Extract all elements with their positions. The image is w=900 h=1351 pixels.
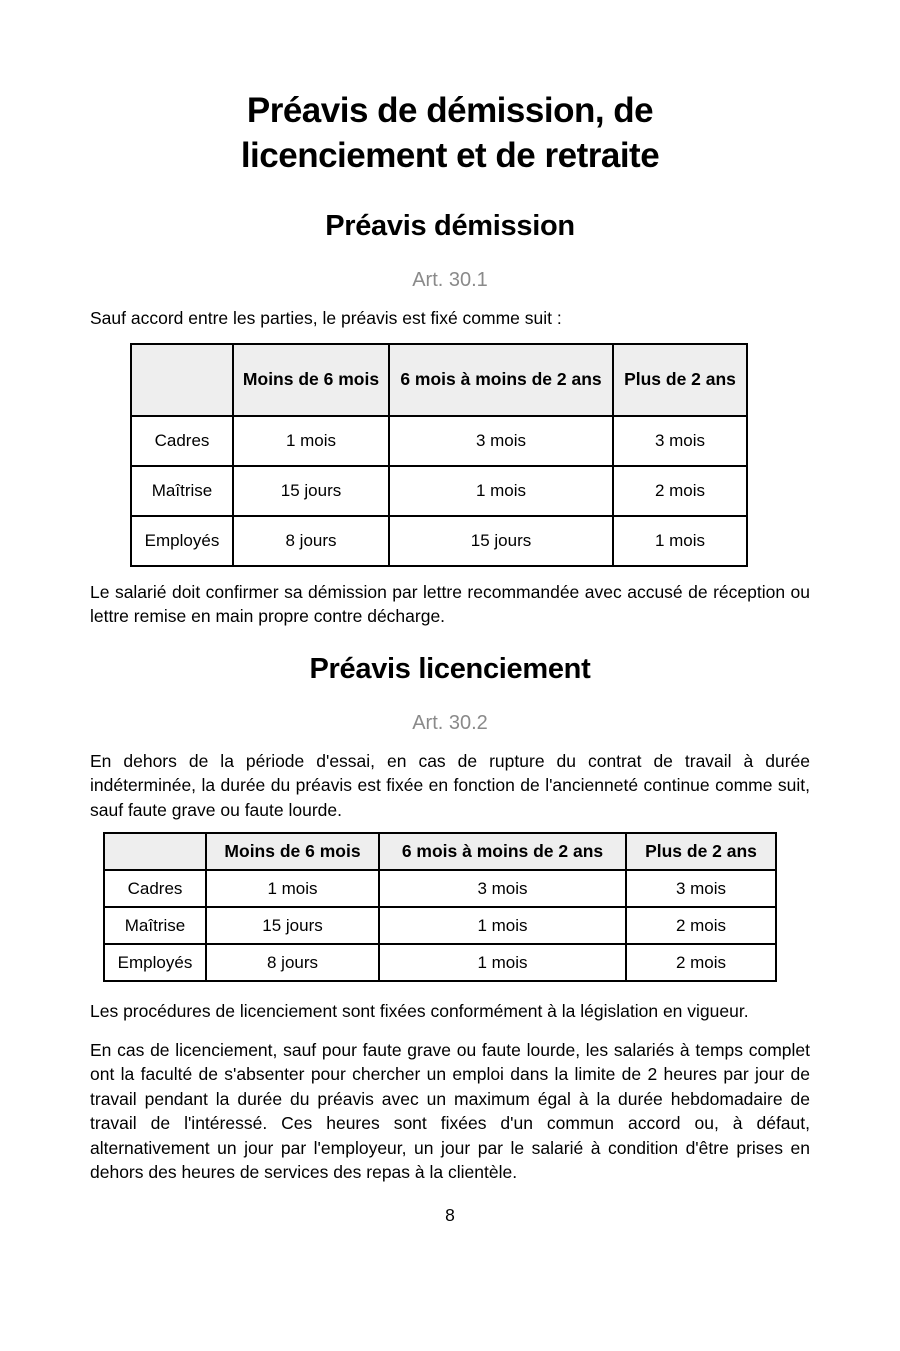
page-title-line1: Préavis de démission, de xyxy=(246,91,654,130)
page-title-line2: licenciement et de retraite xyxy=(240,136,660,175)
section-heading-demission: Préavis démission xyxy=(325,210,575,242)
table-cell: 3 mois xyxy=(389,416,613,466)
table-cell: 1 mois xyxy=(233,416,389,466)
table-cell: 1 mois xyxy=(206,870,379,907)
table-cell: 8 jours xyxy=(206,944,379,981)
table-cell: 2 mois xyxy=(613,466,747,516)
table-header-empty xyxy=(104,833,206,870)
table-cell: 2 mois xyxy=(626,944,776,981)
intro-paragraph-demission: Sauf accord entre les parties, le préavis est fixé comme suit : xyxy=(90,308,562,328)
article-ref-30-1: Art. 30.1 xyxy=(412,269,488,291)
table-header-moins-6-mois: Moins de 6 mois xyxy=(233,344,389,416)
table-cell: 1 mois xyxy=(613,516,747,566)
article-ref-30-2: Art. 30.2 xyxy=(412,711,488,734)
table-cell: 15 jours xyxy=(233,466,389,516)
row-label-cadres: Cadres xyxy=(104,870,206,907)
page-title xyxy=(90,88,810,178)
table-cell: 3 mois xyxy=(613,416,747,466)
table-header-plus-2-ans: Plus de 2 ans xyxy=(613,344,747,416)
table-row xyxy=(131,516,747,566)
table-header-row xyxy=(104,833,776,870)
table-row xyxy=(104,944,776,981)
job-search-hours-paragraph: En cas de licenciement, sauf pour faute grave ou faute lourde, les salariés à temps complet ont la faculté de s'absenter pour chercher un emploi dans la limite de 2 heures par jour de travail pendant la durée du préavis avec un maximum égal à la durée hebdomadaire de travail de l'intéressé. Ces heures sont fixées d'un commun accord ou, à défaut, alternativement un jour par l'employeur, un jour par le salarié à condition d'être prises en dehors des heures de services des repas à la clientèle. xyxy=(90,1039,810,1182)
table-cell: 2 mois xyxy=(626,907,776,944)
procedures-paragraph: Les procédures de licenciement sont fixées conformément à la législation en vigueur. xyxy=(90,1001,749,1021)
table-header-6-mois-2-ans: 6 mois à moins de 2 ans xyxy=(389,344,613,416)
table-cell: 8 jours xyxy=(233,516,389,566)
table-row xyxy=(104,870,776,907)
dismissal-notice-table xyxy=(103,832,777,982)
row-label-employes: Employés xyxy=(131,516,233,566)
resignation-notice-table xyxy=(130,343,748,567)
note-paragraph-demission: Le salarié doit confirmer sa démission par lettre recommandée avec accusé de réception ou lettre remise en main propre contre décharge. xyxy=(90,581,810,626)
table-header-row xyxy=(131,344,747,416)
table-header-plus-2-ans: Plus de 2 ans xyxy=(626,833,776,870)
table-cell: 3 mois xyxy=(626,870,776,907)
table-row xyxy=(131,466,747,516)
table-header-6-mois-2-ans: 6 mois à moins de 2 ans xyxy=(379,833,626,870)
row-label-maitrise: Maîtrise xyxy=(131,466,233,516)
row-label-maitrise: Maîtrise xyxy=(104,907,206,944)
table-cell: 15 jours xyxy=(206,907,379,944)
row-label-cadres: Cadres xyxy=(131,416,233,466)
table-cell: 15 jours xyxy=(389,516,613,566)
section-heading-licenciement: Préavis licenciement xyxy=(309,652,591,685)
table-cell: 1 mois xyxy=(379,907,626,944)
table-row xyxy=(131,416,747,466)
table-header-empty xyxy=(131,344,233,416)
table-cell: 3 mois xyxy=(379,870,626,907)
table-header-moins-6-mois: Moins de 6 mois xyxy=(206,833,379,870)
table-cell: 1 mois xyxy=(389,466,613,516)
table-row xyxy=(104,907,776,944)
intro-paragraph-licenciement: En dehors de la période d'essai, en cas de rupture du contrat de travail à durée indéterminée, la durée du préavis est fixée en fonction de l'ancienneté continue comme suit, sauf faute grave ou faute lourde. xyxy=(90,750,810,820)
page-number: 8 xyxy=(445,1204,455,1225)
table-cell: 1 mois xyxy=(379,944,626,981)
row-label-employes: Employés xyxy=(104,944,206,981)
